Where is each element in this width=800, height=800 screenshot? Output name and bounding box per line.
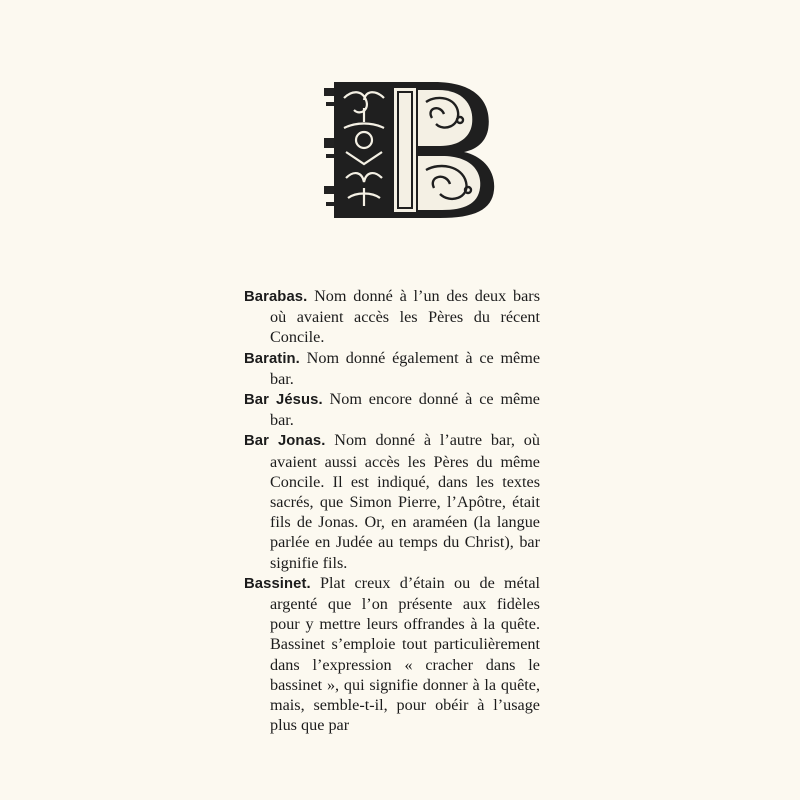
entry-definition: Nom donné à l’un des deux bars où avaient accès les Pères du récent Concile. <box>270 287 540 347</box>
entry-definition: Nom donné également à ce même bar. <box>270 348 541 388</box>
entry-definition: Plat creux d’étain ou de métal argenté que l’on présente aux fidèles pour y mettre leurs offrandes à la quête. Bassinet s’emploie tout particulièrement dans l’expression « cracher dans le bassinet », qui signifie donner à la quête, mais, semble-t-il, pour obéir à l’usage plus que par <box>270 573 541 735</box>
entry-term: Bassinet. <box>244 575 311 592</box>
entry-bar-jesus <box>244 389 540 430</box>
ornamental-drop-cap-b <box>322 78 498 220</box>
entry-term: Baratin. <box>244 350 300 367</box>
entry-term: Barabas. <box>244 289 308 305</box>
dictionary-entries <box>244 286 540 735</box>
entry-definition: Nom encore donné à ce même bar. <box>270 390 540 430</box>
entry-barabas <box>244 286 540 348</box>
entry-baratin <box>244 348 540 389</box>
entry-bassinet <box>244 573 540 736</box>
entry-definition: Nom donné à l’autre bar, où avaient aussi accès les Pères du même Concile. Il est indiqué, dans les textes sacrés, que Simon Pierre, l’Apôtre, était fils de Jonas. Or, en araméen (la langue parlée en Judée au temps du Christ), bar signifie fils. <box>270 431 540 572</box>
entry-term: Bar Jonas. <box>244 433 326 450</box>
entry-bar-jonas <box>244 430 540 572</box>
entry-term: Bar Jésus. <box>244 392 323 409</box>
